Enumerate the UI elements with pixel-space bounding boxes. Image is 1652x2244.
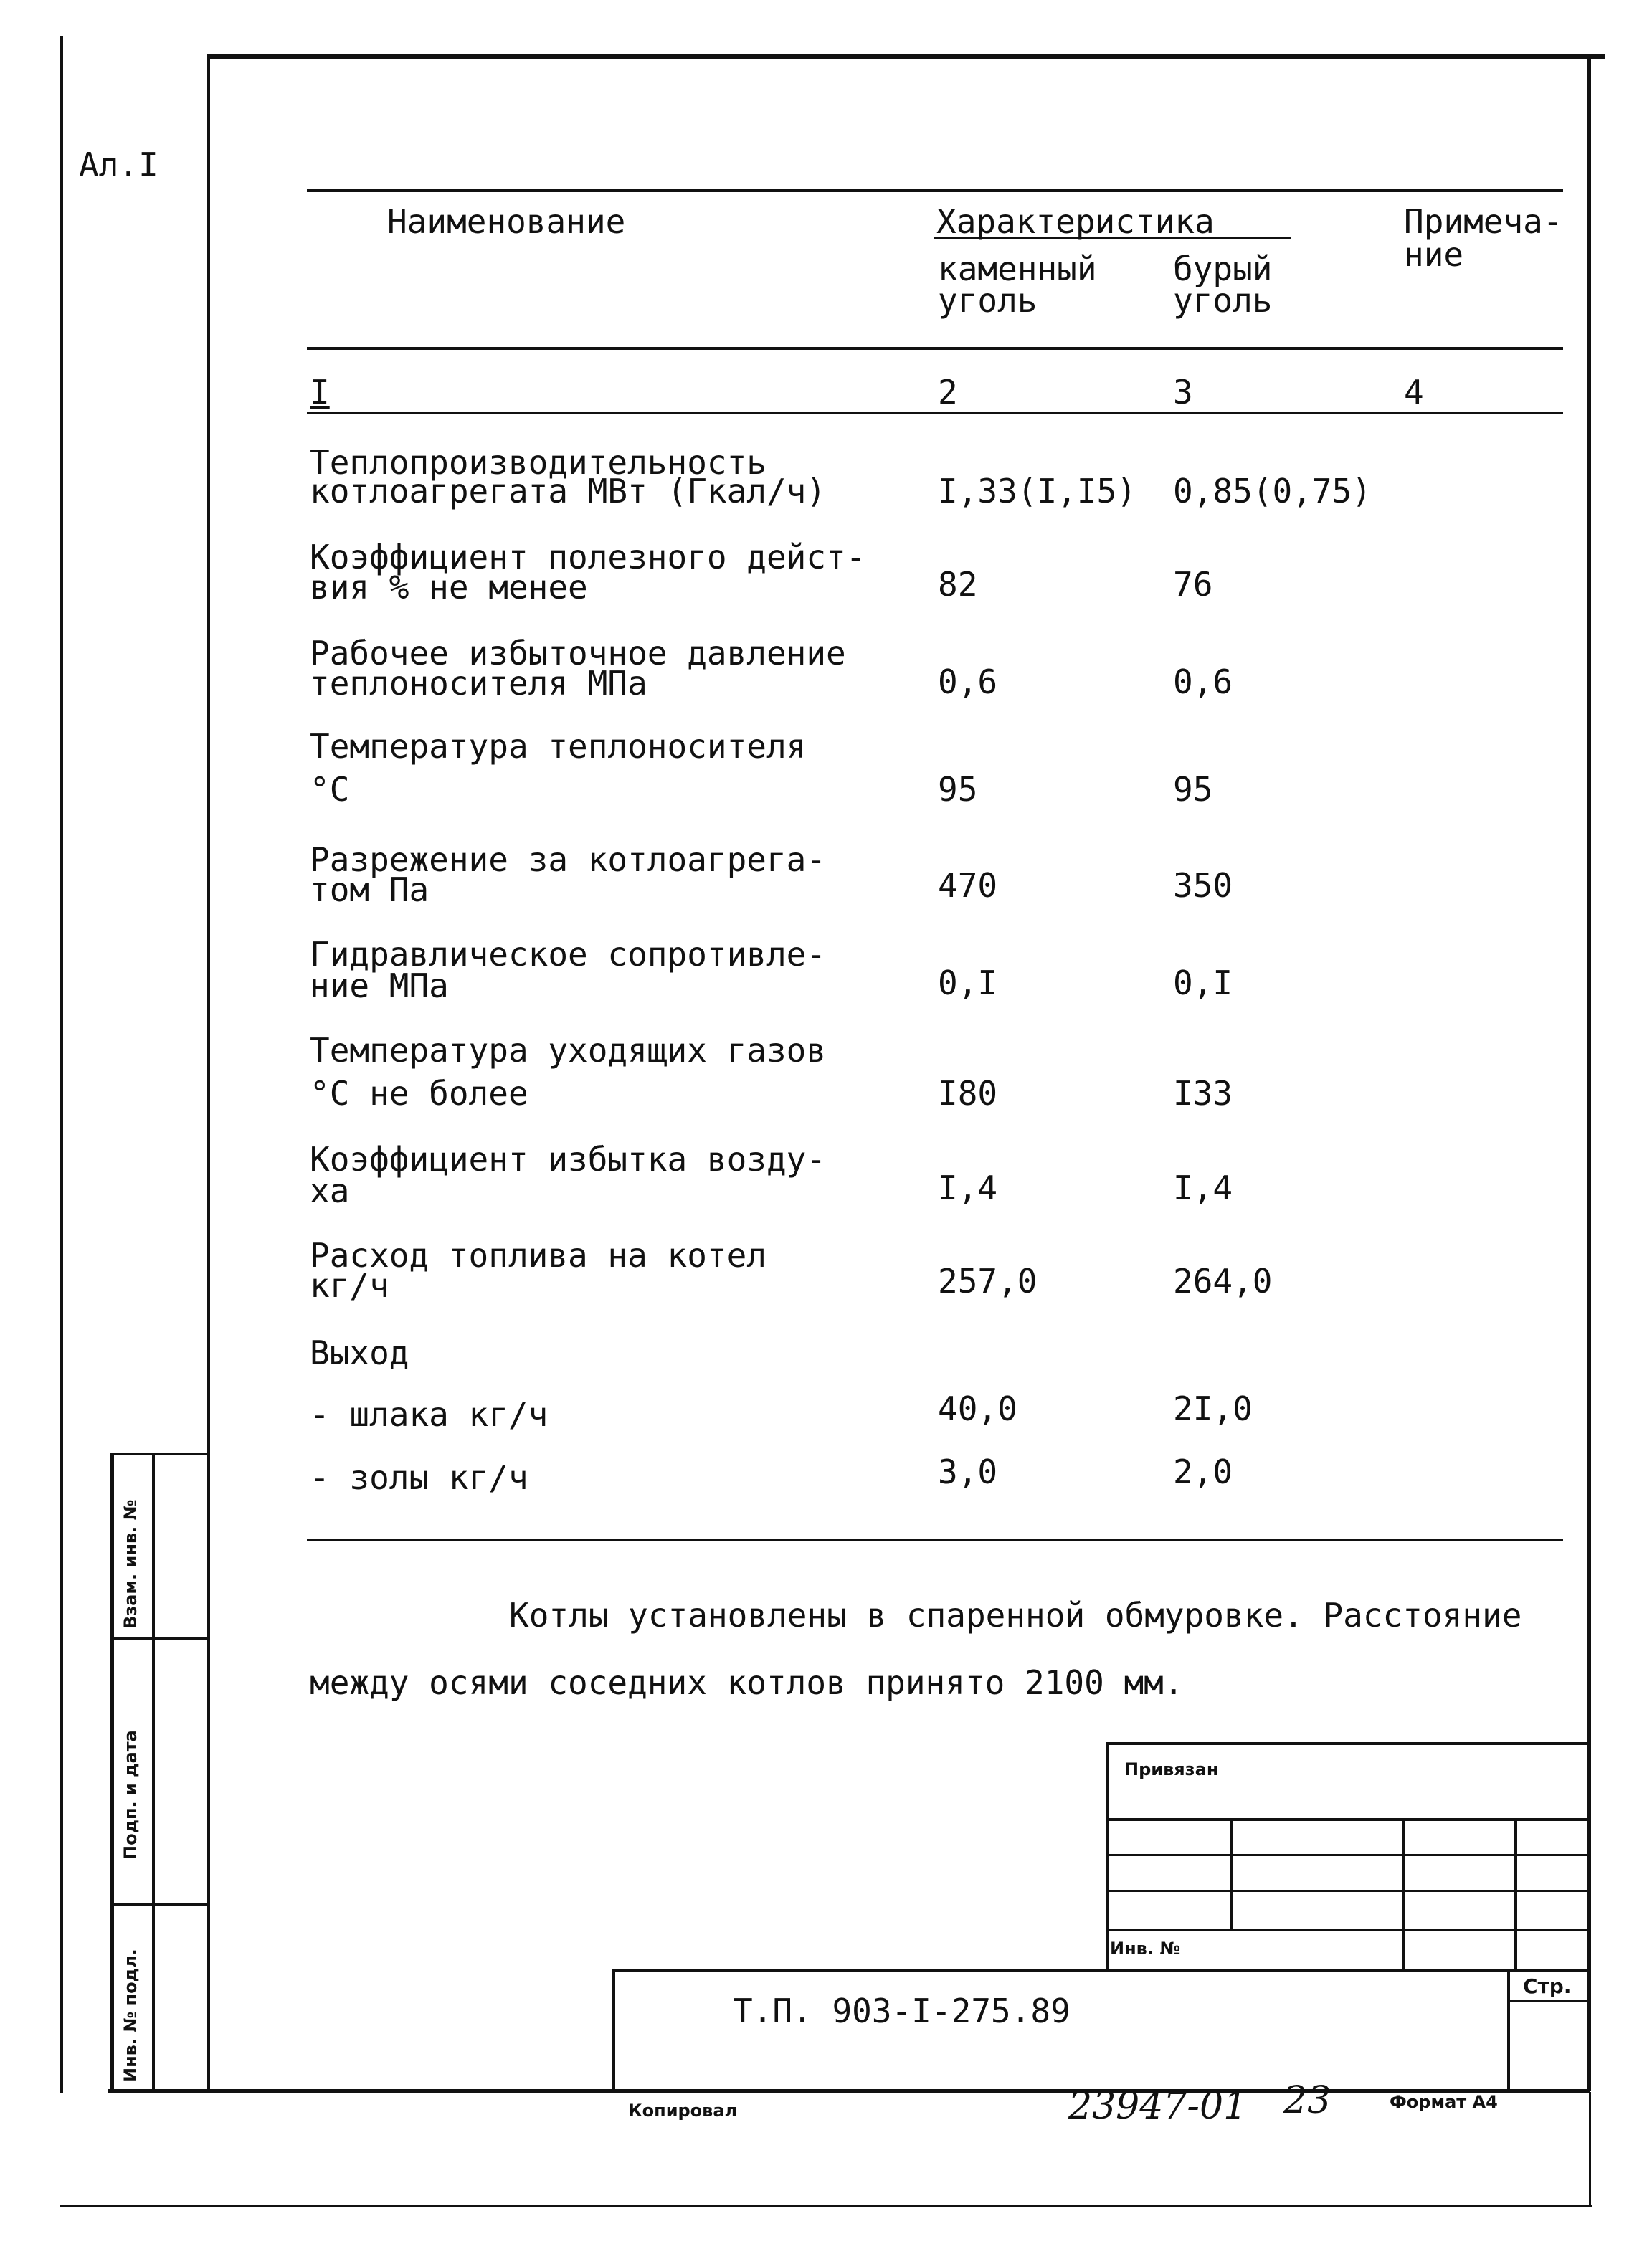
row-7-value-2: I33 (1173, 1074, 1233, 1113)
paragraph-line-2: между осями соседних котлов принято 2100 мм. (310, 1663, 1184, 1702)
row-1-name-line2: котлоагрегата МВт (Гкал/ч) (310, 472, 827, 510)
side-stamp-div-2 (110, 1903, 208, 1906)
row-4-name-line1: Температура теплоносителя (310, 727, 807, 766)
row-5-value-1: 470 (938, 866, 998, 905)
col-number-4: 4 (1404, 373, 1424, 412)
designation-right (1507, 1969, 1510, 2091)
header-note-line1: Примеча- (1404, 202, 1563, 241)
header-characteristic: Характеристика (936, 202, 1215, 241)
side-stamp-left (110, 1453, 114, 2092)
header-note-line2: ние (1404, 235, 1464, 274)
row-1-name-line1: Теплопроизводительность (310, 443, 766, 482)
col-number-1: I (310, 373, 330, 412)
stamp-row-2 (1106, 1854, 1590, 1856)
row-6-value-2: 0,I (1173, 964, 1233, 1002)
row-7-name-line2: °C не более (310, 1074, 528, 1113)
header-name: Наименование (387, 202, 626, 241)
col-number-2: 2 (938, 373, 958, 412)
row-1-value-2: 0,85(0,75) (1173, 472, 1372, 510)
row-8-name-line1: Коэффициент избытка возду- (310, 1140, 827, 1179)
row-12-value-1: 3,0 (938, 1453, 998, 1491)
footer-format: Формат А4 (1390, 2092, 1498, 2112)
page-label: Стр. (1523, 1974, 1572, 1998)
row-8-value-1: I,4 (938, 1169, 998, 1207)
row-12-name: - золы кг/ч (310, 1458, 528, 1497)
row-3-value-2: 0,6 (1173, 662, 1233, 701)
row-6-name-line1: Гидравлическое сопротивле- (310, 935, 827, 974)
row-3-value-1: 0,6 (938, 662, 998, 701)
side-stamp-mid (152, 1453, 155, 2092)
row-6-value-1: 0,I (938, 964, 998, 1002)
table-bottom-rule (307, 1539, 1563, 1541)
row-9-value-1: 257,0 (938, 1262, 1038, 1301)
row-3-name-line1: Рабочее избыточное давление (310, 634, 846, 672)
left-margin-line (60, 36, 63, 2093)
stamp-col-1 (1230, 1818, 1233, 1930)
header-col2-line2: уголь (938, 281, 1038, 320)
page-label-rule (1507, 2000, 1590, 2002)
stamp-row-1 (1106, 1818, 1590, 1821)
stamp-row-3 (1106, 1890, 1590, 1892)
sheet-label: Ал.I (79, 146, 158, 184)
frame-right (1587, 56, 1591, 2091)
row-11-value-1: 40,0 (938, 1389, 1017, 1428)
stamp-col-2 (1402, 1818, 1405, 1969)
stamp-privyazan: Привязан (1124, 1759, 1219, 1779)
row-10-name: Выход (310, 1333, 409, 1372)
row-3-name-line2: теплоносителя МПа (310, 664, 647, 703)
row-8-name-line2: ха (310, 1171, 350, 1210)
table-header-rule (307, 347, 1563, 350)
footer-number: 23947-01 (1068, 2085, 1248, 2128)
frame-bottom (108, 2089, 1590, 2093)
row-4-name-line2: °C (310, 770, 350, 809)
row-7-value-1: I80 (938, 1074, 998, 1113)
row-12-value-2: 2,0 (1173, 1453, 1233, 1491)
stamp-inv-no: Инв. № (1110, 1939, 1181, 1959)
row-11-name: - шлака кг/ч (310, 1395, 549, 1434)
header-col2-line1: каменный (938, 249, 1097, 288)
row-6-name-line2: ние МПа (310, 966, 449, 1005)
row-5-value-2: 350 (1173, 866, 1233, 905)
side-stamp-div-1 (110, 1637, 208, 1640)
row-2-value-2: 76 (1173, 565, 1213, 604)
paragraph-line-1: Котлы установлены в спаренной обмуровке. Расстояние (509, 1596, 1522, 1635)
header-col3-line1: бурый (1173, 249, 1273, 288)
row-7-name-line1: Температура уходящих газов (310, 1031, 827, 1070)
designation-left (612, 1969, 615, 2091)
side-stamp-vzam: Взам. инв. № (120, 1499, 141, 1629)
row-9-name-line2: кг/ч (310, 1266, 389, 1305)
row-11-value-2: 2I,0 (1173, 1389, 1253, 1428)
col-number-3: 3 (1173, 373, 1193, 412)
row-4-value-2: 95 (1173, 770, 1213, 809)
frame-left (206, 56, 210, 2092)
col-numbers-rule (307, 412, 1563, 414)
row-1-value-1: I,33(I,I5) (938, 472, 1136, 510)
row-8-value-2: I,4 (1173, 1169, 1233, 1207)
header-col3-line2: уголь (1173, 281, 1273, 320)
row-2-name-line2: вия % не менее (310, 568, 588, 607)
page-bottom-line (60, 2205, 1592, 2207)
stamp-col-3 (1514, 1818, 1517, 1969)
footer-copied: Копировал (628, 2101, 738, 2121)
row-4-value-1: 95 (938, 770, 978, 809)
footer-page: 23 (1283, 2079, 1331, 2122)
table-top-rule (307, 189, 1563, 192)
row-9-value-2: 264,0 (1173, 1262, 1273, 1301)
row-9-name-line1: Расход топлива на котел (310, 1236, 766, 1275)
page-right-line (1589, 2092, 1591, 2207)
designation-top (612, 1969, 1590, 1972)
stamp-top (1106, 1742, 1590, 1745)
side-stamp-podp: Подп. и дата (120, 1730, 141, 1860)
frame-top (206, 54, 1605, 59)
row-2-value-1: 82 (938, 565, 978, 604)
row-5-name-line2: том Па (310, 870, 429, 909)
designation-text: Т.П. 903-I-275.89 (733, 1992, 1071, 2030)
stamp-row-4 (1106, 1929, 1590, 1931)
side-stamp-top (110, 1453, 208, 1455)
row-2-name-line1: Коэффициент полезного дейст- (310, 538, 866, 576)
side-stamp-inv-podl: Инв. № подл. (120, 1949, 141, 2082)
row-5-name-line1: Разрежение за котлоагрега- (310, 840, 827, 879)
